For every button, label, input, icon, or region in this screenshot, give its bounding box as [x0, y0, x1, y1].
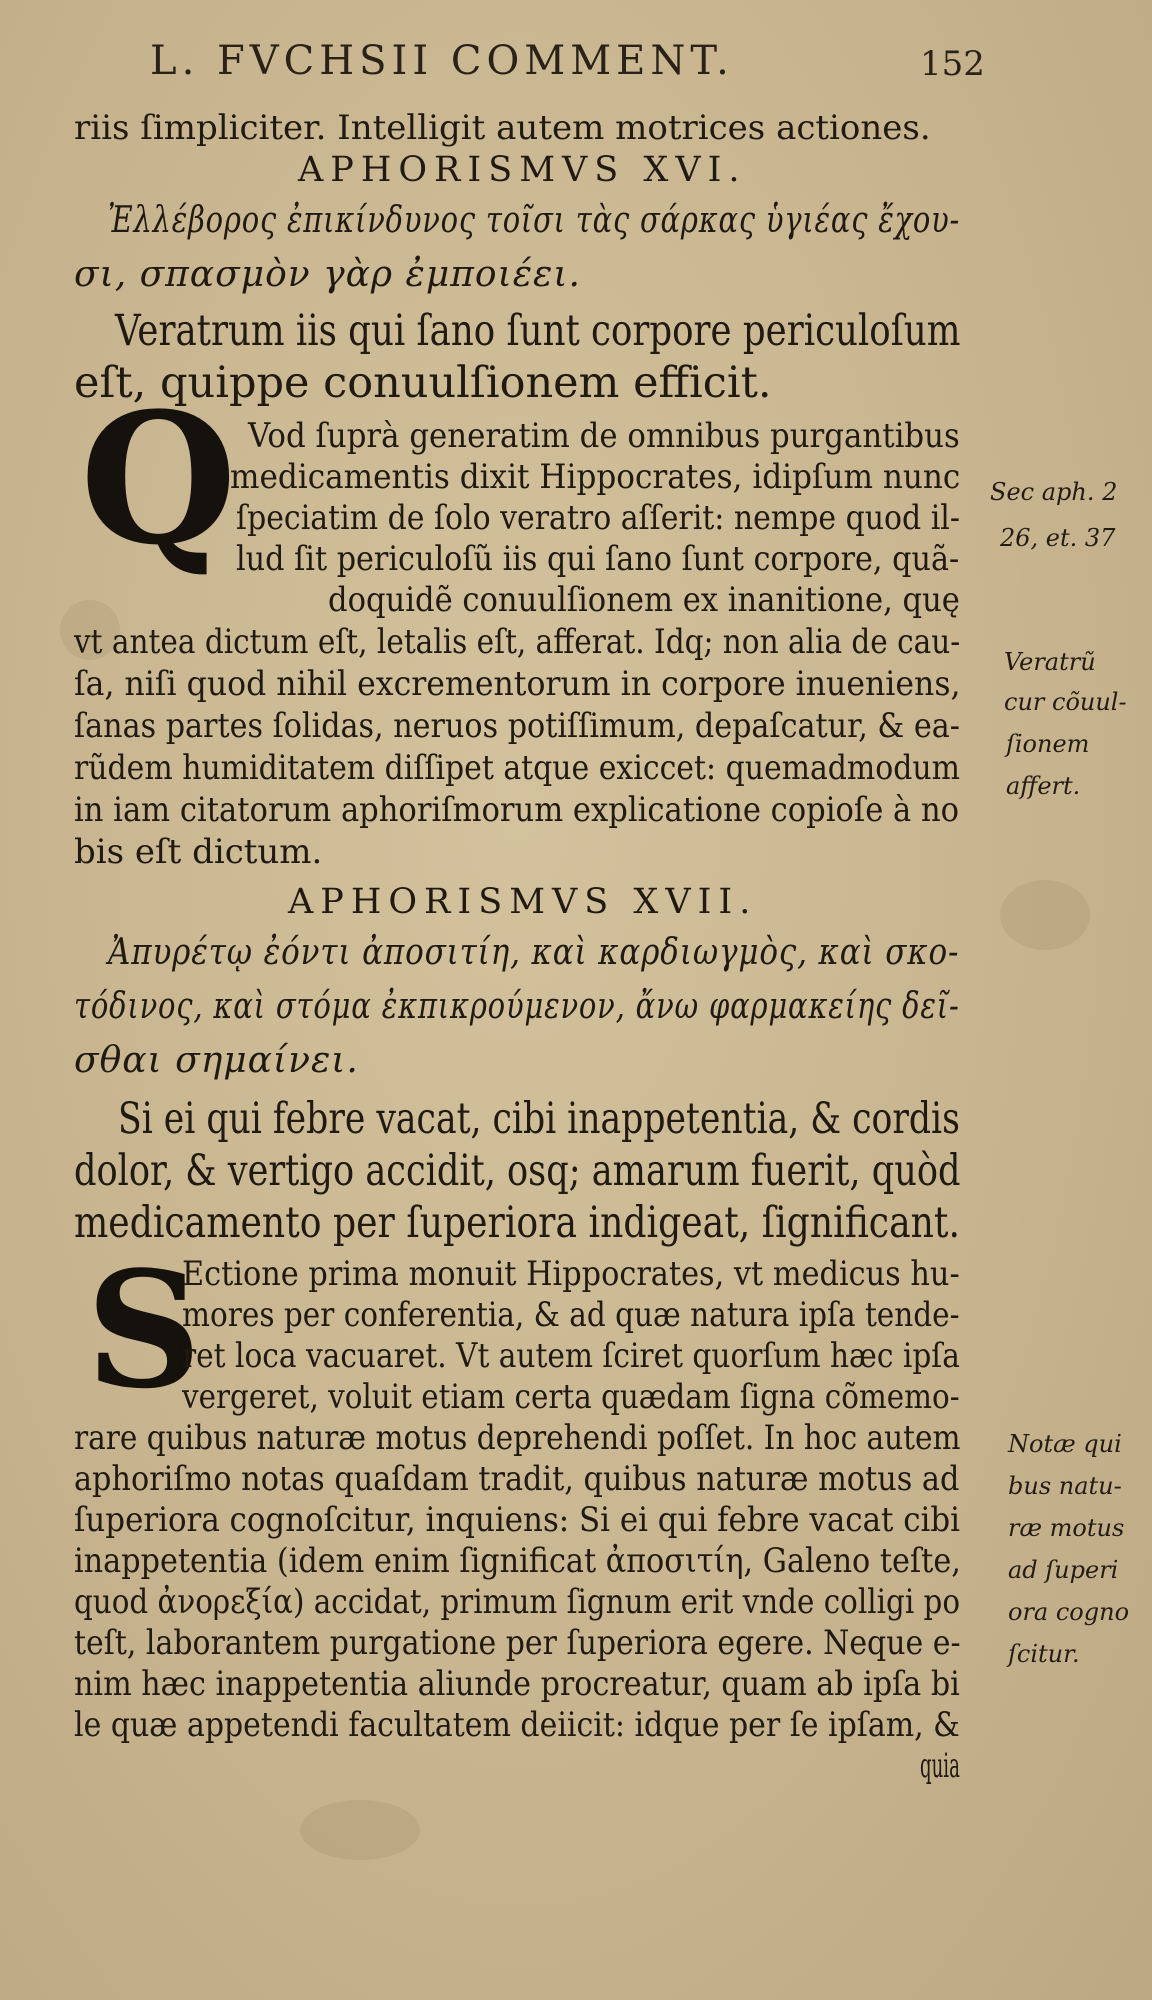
- commentary-line: doquidẽ conuulſionem ex inanitione, quę: [328, 580, 960, 620]
- margin-note-line: 26, et. 37: [1000, 524, 1116, 552]
- commentary-line: rũdem humiditatem diſſipet atque exiccet: quemadmodum: [74, 748, 960, 788]
- margin-note-line: bus natu-: [1008, 1472, 1122, 1500]
- greek-text-line: Ἀπυρέτῳ ἐόντι ἀποσιτίη, καὶ καρδιωγμὸς, καὶ σκο-: [108, 932, 960, 973]
- commentary-line: bis eſt dictum.: [74, 832, 323, 872]
- commentary-line: aphoriſmo notas quaſdam tradit, quibus naturæ motus ad: [74, 1459, 960, 1499]
- text-line: riis ſimpliciter. Intelligit autem motrices actiones.: [74, 108, 931, 148]
- greek-text-line: τόδινος, καὶ στόμα ἐκπικρούμενον, ἄνω φαρμακείης δεῖ-: [74, 986, 960, 1027]
- commentary-line: nim hæc inappetentia aliunde procreatur, quam ab ipſa bi: [74, 1664, 960, 1704]
- aphorism-latin-line: medicamento per ſuperiora indigeat, ſignificant.: [74, 1198, 960, 1248]
- commentary-line: teſt, laborantem purgatione per ſuperiora egere. Neque e-: [74, 1623, 961, 1663]
- commentary-line: in iam citatorum aphoriſmorum explicatione copioſe à no: [74, 790, 960, 830]
- margin-note-line: ſionem: [1006, 730, 1090, 758]
- aphorism-latin-line: Si ei qui febre vacat, cibi inappetentia, & cordis: [118, 1094, 960, 1144]
- margin-note-line: affert.: [1006, 772, 1081, 800]
- catchword: quia: [920, 1746, 960, 1786]
- drop-cap-s: S: [86, 1236, 202, 1424]
- margin-note-line: Notæ qui: [1008, 1430, 1122, 1458]
- commentary-line: ſanas partes ſolidas, neruos potiſſimum, depaſcatur, & ea-: [74, 706, 960, 746]
- page-number: 152: [920, 44, 985, 84]
- aphorism-latin-line: eſt, quippe conuulſionem efficit.: [74, 358, 772, 408]
- margin-note-line: Veratrũ: [1004, 648, 1096, 676]
- paper-stain: [300, 1800, 420, 1860]
- aphorism-latin-line: Veratrum iis qui ſano ſunt corpore periculoſum: [115, 306, 961, 356]
- aphorism-heading-17: APHORISMVS XVII.: [288, 882, 758, 922]
- commentary-line: rare quibus naturæ motus deprehendi poſſet. In hoc autem: [74, 1418, 961, 1458]
- aphorism-heading-16: APHORISMVS XVI.: [298, 150, 747, 190]
- aphorism-latin-line: dolor, & vertigo accidit, osq; amarum fuerit, quòd: [74, 1146, 961, 1196]
- margin-note-line: cur cõuul-: [1004, 688, 1127, 716]
- commentary-line: ſpeciatim de ſolo veratro aſſerit: nempe quod il-: [236, 498, 960, 538]
- greek-text-line: σθαι σημαίνει.: [74, 1040, 359, 1081]
- margin-note-line: ſcitur.: [1008, 1640, 1080, 1668]
- commentary-line: vergeret, voluit etiam certa quædam ſigna cõmemo-: [182, 1377, 960, 1417]
- paper-stain: [1000, 880, 1090, 950]
- commentary-line: lud ſit periculoſũ iis qui ſano ſunt corpore, quã-: [236, 539, 960, 579]
- commentary-line: Vod ſuprà generatim de omnibus purgantibus: [248, 416, 960, 456]
- commentary-line: medicamentis dixit Hippocrates, idipſum nunc: [230, 457, 961, 497]
- margin-note-line: ræ motus: [1008, 1514, 1125, 1542]
- greek-text-line: Ἐλλέβορος ἐπικίνδυνος τοῖσι τὰς σάρκας ὑγιέας ἔχου-: [108, 200, 961, 241]
- greek-text-line: σι, σπασμὸν γὰρ ἐμποιέει.: [74, 254, 581, 295]
- commentary-line: inappetentia (idem enim ſignificat ἀποσιτίη, Galeno teſte,: [74, 1541, 961, 1581]
- running-title: L. FVCHSII COMMENT.: [150, 38, 734, 84]
- commentary-line: ſuperiora cognoſcitur, inquiens: Si ei qui febre vacat cibi: [74, 1500, 960, 1540]
- commentary-line: Ectione prima monuit Hippocrates, vt medicus hu-: [182, 1254, 960, 1294]
- margin-note-line: ora cogno: [1008, 1598, 1130, 1626]
- commentary-line: quod ἀνορεξία) accidat, primum ſignum erit vnde colligi po: [74, 1582, 961, 1622]
- drop-cap-q: Q: [80, 374, 237, 585]
- commentary-line: vt antea dictum eſt, letalis eſt, afferat. Idq; non alia de cau-: [74, 622, 961, 662]
- margin-note-line: Sec aph. 2: [990, 478, 1118, 506]
- margin-note-line: ad ſuperi: [1008, 1556, 1119, 1584]
- commentary-line: le quæ appetendi facultatem deiicit: idque per ſe ipſam, &: [74, 1705, 960, 1745]
- commentary-line: ret loca vacuaret. Vt autem ſciret quorſum hæc ipſa: [182, 1336, 960, 1376]
- commentary-line: ſa, niſi quod nihil excrementorum in corpore inueniens,: [74, 664, 961, 704]
- commentary-line: mores per conferentia, & ad quæ natura ipſa tende-: [182, 1295, 960, 1335]
